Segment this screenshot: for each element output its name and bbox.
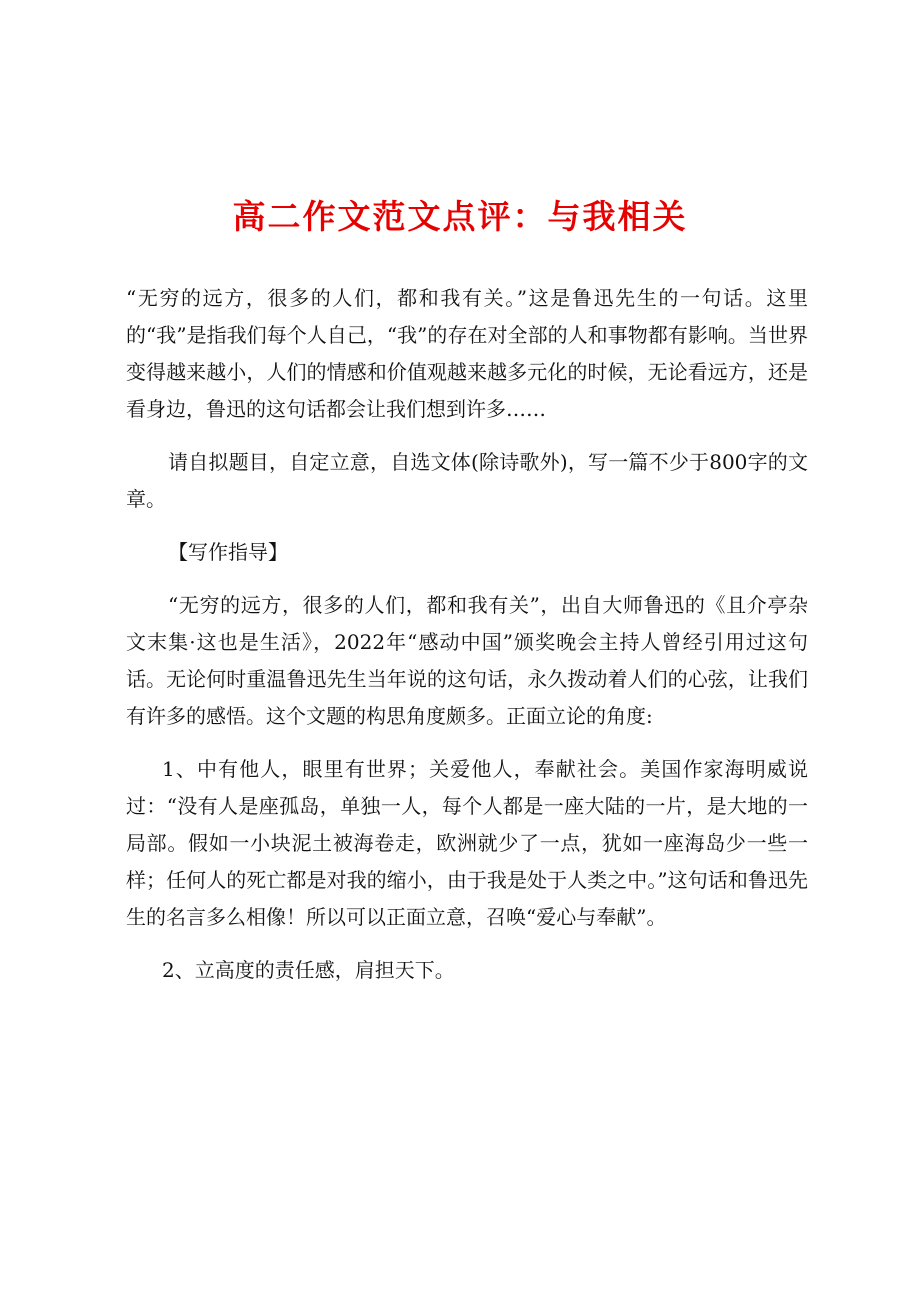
paragraph-guide-body: “无穷的远方，很多的人们，都和我有关”，出自大师鲁迅的《且介亭杂文末集·这也是生活》，2022年“感动中国”颁奖晚会主持人曾经引用过这句话。无论何时重温鲁迅先生当年说的这句话，永久拨动着人们的心弦，让我们有许多的感悟。这个文题的构思角度颇多。正面立论的角度: <box>126 593 808 728</box>
paragraph-point-1: 1、中有他人，眼里有世界；关爱他人，奉献社会。美国作家海明威说过：“没有人是座孤岛，单独一人，每个人都是一座大陆的一片，是大地的一局部。假如一小块泥土被海卷走，欧洲就少了一点，犹如一座海岛少一些一样；任何人的死亡都是对我的缩小，由于我是处于人类之中。”这句话和鲁迅先生的名言多么相像！所以可以正面立意，召唤“爱心与奉献”。 <box>126 757 808 929</box>
document-title: 高二作文范文点评：与我相关 <box>232 197 688 236</box>
paragraph-prompt: 请自拟题目，自定立意，自选文体(除诗歌外)，写一篇不少于800字的文章。 <box>126 450 808 511</box>
document-body <box>126 280 808 989</box>
paragraph-intro: “无穷的远方，很多的人们，都和我有关。”这是鲁迅先生的一句话。这里的“我”是指我们每个人自己，“我”的存在对全部的人和事物都有影响。当世界变得越来越小，人们的情感和价值观越来越多元化的时候，无论看远方，还是看身边，鲁迅的这句话都会让我们想到许多…… <box>126 286 808 421</box>
paragraph-guide-heading: 【写作指导】 <box>168 540 288 564</box>
paragraph-point-2: 2、立高度的责任感，肩担天下。 <box>162 958 455 982</box>
